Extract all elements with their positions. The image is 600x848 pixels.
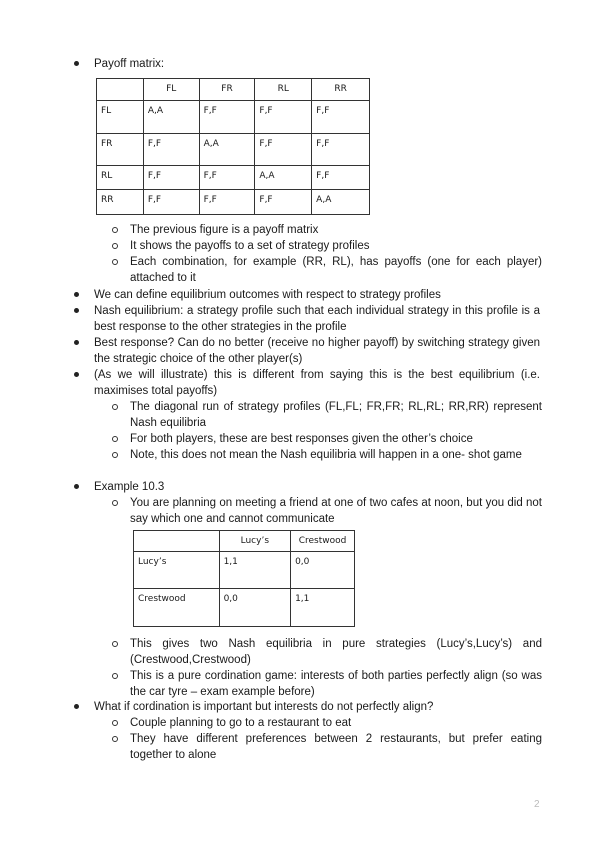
bullet-text: The previous figure is a payoff matrix <box>130 224 319 236</box>
bullet-dot <box>74 372 79 377</box>
table-header-row <box>134 531 355 552</box>
table-cell: 0,0 <box>219 589 291 627</box>
bullet-text: It shows the payoffs to a set of strategy profiles <box>130 240 370 252</box>
table-cell: F,F <box>199 101 255 134</box>
bullet-circle <box>112 452 118 458</box>
table-header-cell: FL <box>143 79 199 101</box>
bullet-circle <box>112 227 118 233</box>
bullet-text: Payoff matrix: <box>94 58 165 70</box>
table-cell: F,F <box>255 134 312 166</box>
bullet-text: Best response? Can do no better (receive no higher payoff) by switching strategy given the strategic choice of the other player(s) <box>94 337 540 365</box>
table-cell: F,F <box>312 101 370 134</box>
page-number: 2 <box>534 799 540 810</box>
bullet-text: What if cordination is important but interests do not perfectly align? <box>94 701 434 713</box>
bullet-text: They have different preferences between 2 restaurants, but prefer eating together to alone <box>130 733 542 761</box>
bullet-dot <box>74 308 79 313</box>
bullet-text: You are planning on meeting a friend at one of two cafes at noon, but you did not say which one and cannot communicate <box>130 497 542 525</box>
table-cell: F,F <box>143 190 199 215</box>
table-row-label: RR <box>97 190 144 215</box>
table-row <box>134 552 355 589</box>
bullet-text: Each combination, for example (RR, RL), has payoffs (one for each player) attached to it <box>130 256 542 284</box>
table-row-label: RL <box>97 166 144 190</box>
bullet-dot <box>74 704 79 709</box>
bullet-dot <box>74 61 79 66</box>
table-cell: F,F <box>312 134 370 166</box>
table-header-cell: Crestwood <box>291 531 355 552</box>
table-row <box>97 190 370 215</box>
bullet-text: Note, this does not mean the Nash equilibria will happen in a one- shot game <box>130 449 522 461</box>
bullet-text: Example 10.3 <box>94 481 165 493</box>
bullet-text: Couple planning to go to a restaurant to eat <box>130 717 352 729</box>
table-row <box>97 166 370 190</box>
bullet-circle <box>112 404 118 410</box>
table-row-label: FL <box>97 101 144 134</box>
bullet-text: This gives two Nash equilibria in pure strategies (Lucy’s,Lucy’s) and (Crestwood,Crestwood) <box>130 638 542 666</box>
table-cell: A,A <box>312 190 370 215</box>
table-cell: A,A <box>199 134 255 166</box>
table-header-cell: Lucy’s <box>219 531 291 552</box>
bullet-text: This is a pure cordination game: interests of both parties perfectly align (so was the car tyre – exam example before) <box>130 670 542 698</box>
bullet-dot <box>74 340 79 345</box>
table-row <box>97 134 370 166</box>
table-header-row <box>97 79 370 101</box>
bullet-text: (As we will illustrate) this is different from saying this is the best equilibrium (i.e. maximises total payoffs) <box>94 369 540 397</box>
bullet-dot <box>74 292 79 297</box>
table-cell: A,A <box>255 166 312 190</box>
table-cell: F,F <box>143 166 199 190</box>
bullet-circle <box>112 436 118 442</box>
bullet-circle <box>112 736 118 742</box>
table-row-label: Crestwood <box>134 589 220 627</box>
table-cell: 1,1 <box>219 552 291 589</box>
table-cell: 0,0 <box>291 552 355 589</box>
bullet-circle <box>112 641 118 647</box>
bullet-circle <box>112 500 118 506</box>
cafe-payoff-table <box>133 530 355 627</box>
bullet-text: For both players, these are best responses given the other’s choice <box>130 433 473 445</box>
bullet-text: Nash equilibrium: a strategy profile such that each individual strategy in this profile is a best response to the other strategies in the profile <box>94 305 540 333</box>
table-row-label: Lucy’s <box>134 552 220 589</box>
table-cell: F,F <box>312 166 370 190</box>
bullet-circle <box>112 259 118 265</box>
bullet-text: We can define equilibrium outcomes with respect to strategy profiles <box>94 289 441 301</box>
payoff-matrix-table <box>96 78 370 215</box>
table-cell: 1,1 <box>291 589 355 627</box>
table-cell: F,F <box>143 134 199 166</box>
table-row <box>134 589 355 627</box>
table-row-label: FR <box>97 134 144 166</box>
table-cell: F,F <box>199 166 255 190</box>
bullet-dot <box>74 484 79 489</box>
bullet-text: The diagonal run of strategy profiles (FL,FL; FR,FR; RL,RL; RR,RR) represent Nash equilibria <box>130 401 542 429</box>
table-header-cell: RL <box>255 79 312 101</box>
table-cell: F,F <box>255 101 312 134</box>
table-cell: F,F <box>199 190 255 215</box>
table-row <box>97 101 370 134</box>
bullet-circle <box>112 243 118 249</box>
bullet-circle <box>112 673 118 679</box>
bullet-circle <box>112 720 118 726</box>
table-cell: A,A <box>143 101 199 134</box>
table-header-cell: FR <box>199 79 255 101</box>
table-cell <box>134 531 220 552</box>
table-cell: F,F <box>255 190 312 215</box>
table-header-cell: RR <box>312 79 370 101</box>
table-cell <box>97 79 144 101</box>
